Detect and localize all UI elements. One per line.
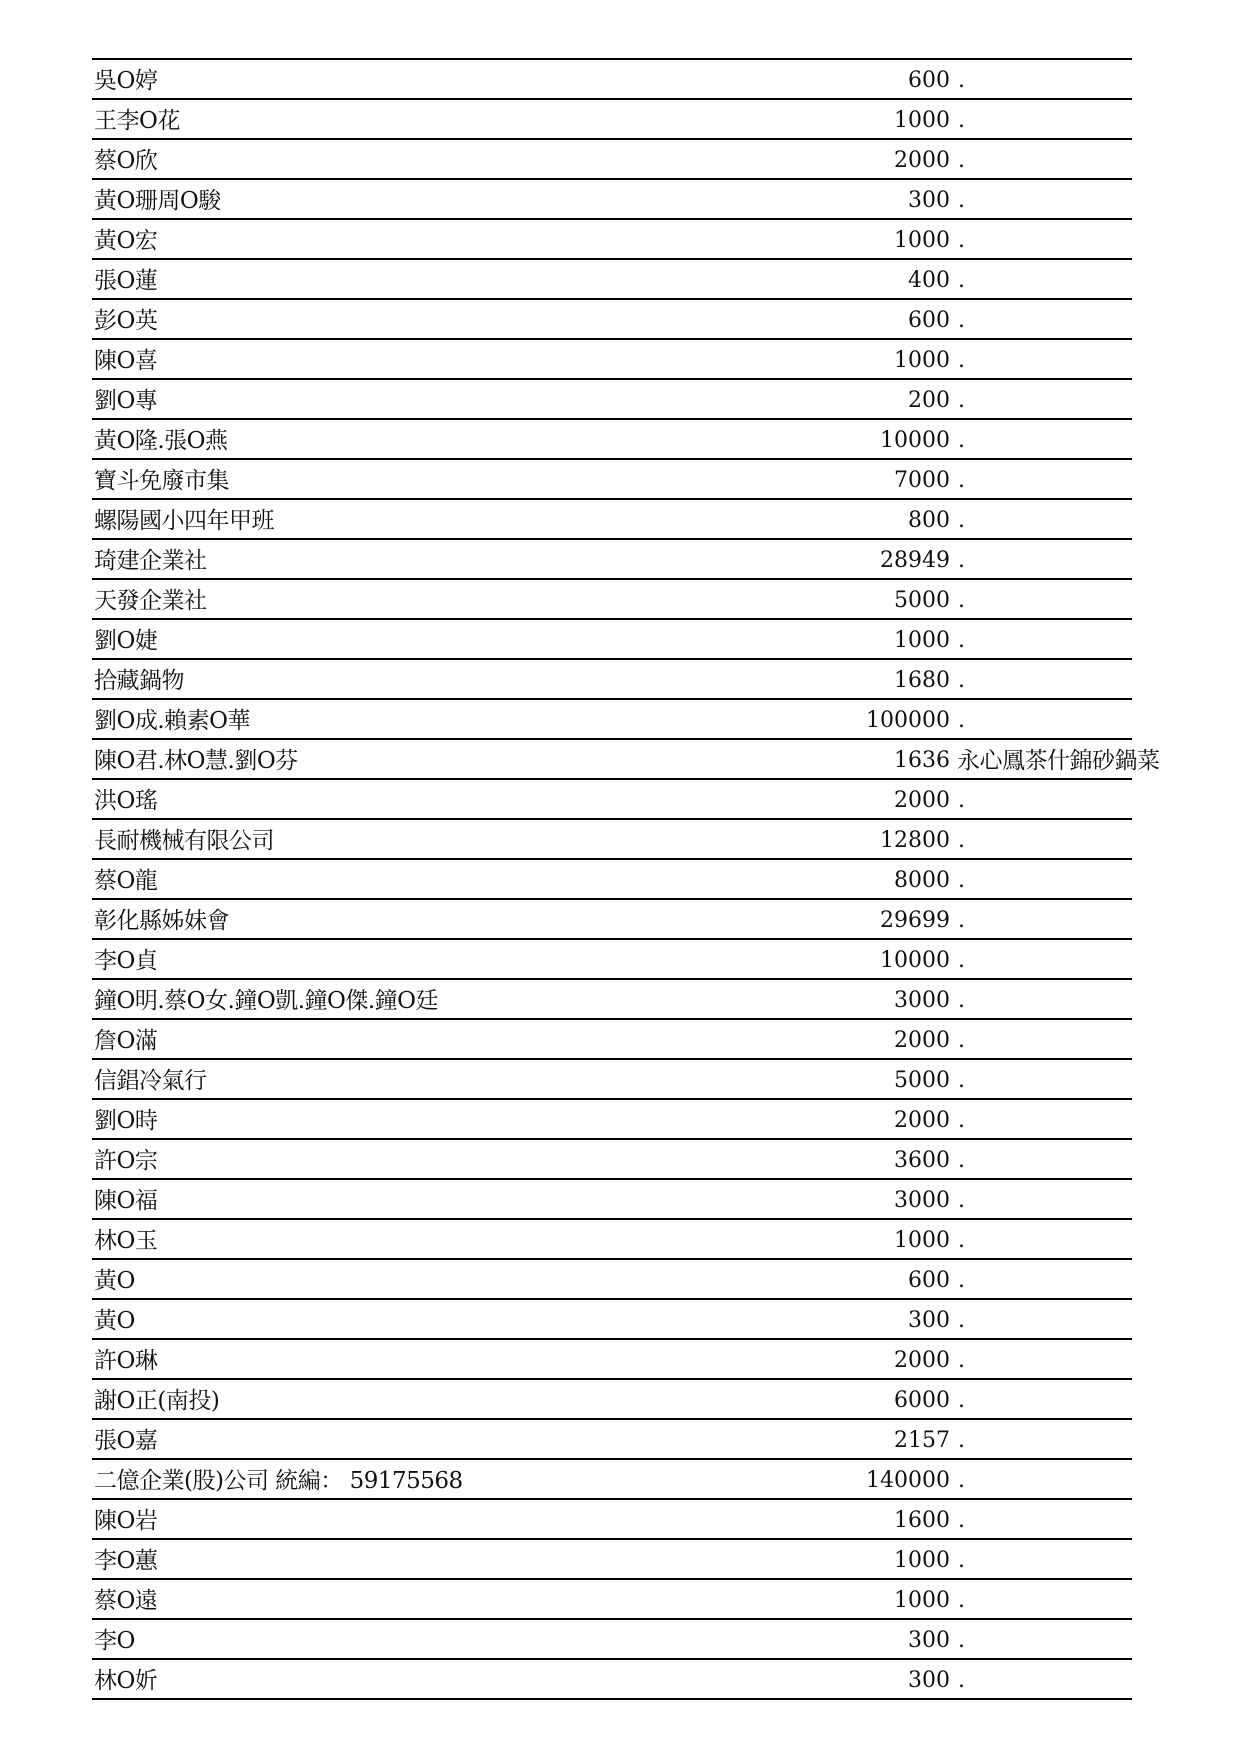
list-item xyxy=(92,1660,1132,1700)
amount-suffix: . xyxy=(958,548,965,573)
donation-amount: 1636 xyxy=(894,748,950,773)
donation-amount: 400 xyxy=(908,268,950,293)
amount-suffix: . xyxy=(958,1148,965,1173)
list-item xyxy=(92,300,1132,340)
donor-name: 彰化縣姊妹會 xyxy=(94,908,229,934)
list-item xyxy=(92,340,1132,380)
donation-amount: 1600 xyxy=(894,1508,950,1533)
list-item xyxy=(92,740,1160,780)
list-item xyxy=(92,1500,1132,1540)
list-item xyxy=(92,940,1132,980)
amount-suffix: . xyxy=(958,228,965,253)
amount-suffix: . xyxy=(958,1668,965,1693)
donation-amount: 2000 xyxy=(894,148,950,173)
amount-suffix: . xyxy=(958,1308,965,1333)
donor-name: 林O玉 xyxy=(94,1228,158,1254)
donation-note: 永心鳳茶什錦砂鍋菜 xyxy=(957,748,1160,774)
donation-amount: 1000 xyxy=(894,1588,950,1613)
list-item xyxy=(92,1300,1132,1340)
donor-name: 張O蓮 xyxy=(94,268,158,294)
donation-amount: 2000 xyxy=(894,788,950,813)
donation-amount: 1000 xyxy=(894,348,950,373)
amount-suffix: . xyxy=(958,908,965,933)
list-item xyxy=(92,780,1132,820)
donation-amount: 200 xyxy=(908,388,950,413)
list-item xyxy=(92,860,1132,900)
amount-suffix: . xyxy=(958,308,965,333)
list-item xyxy=(92,700,1132,740)
list-item xyxy=(92,100,1132,140)
amount-suffix: . xyxy=(958,148,965,173)
amount-suffix: . xyxy=(958,508,965,533)
amount-suffix: . xyxy=(958,708,965,733)
donation-amount: 8000 xyxy=(894,868,950,893)
donor-name: 拾藏鍋物 xyxy=(94,668,184,694)
donation-amount: 2000 xyxy=(894,1348,950,1373)
amount-suffix: . xyxy=(958,428,965,453)
donor-name: 二億企業(股)公司 統編： 59175568 xyxy=(94,1468,463,1494)
amount-suffix: . xyxy=(958,868,965,893)
list-item xyxy=(92,1620,1132,1660)
amount-suffix: . xyxy=(958,1588,965,1613)
amount-suffix: . xyxy=(958,1548,965,1573)
list-item xyxy=(92,580,1132,620)
list-item xyxy=(92,660,1132,700)
donation-amount: 6000 xyxy=(894,1388,950,1413)
donor-name: 陳O喜 xyxy=(94,348,158,374)
donor-name: 長耐機械有限公司 xyxy=(94,828,274,854)
list-item xyxy=(92,1100,1132,1140)
amount-suffix: . xyxy=(958,1068,965,1093)
donation-amount: 5000 xyxy=(894,1068,950,1093)
donation-amount: 29699 xyxy=(880,908,950,933)
list-item xyxy=(92,980,1132,1020)
list-item xyxy=(92,1580,1132,1620)
donor-name: 張O嘉 xyxy=(94,1428,158,1454)
donor-name: 洪O瑤 xyxy=(94,788,158,814)
donation-amount: 300 xyxy=(908,1628,950,1653)
list-item xyxy=(92,260,1132,300)
amount-suffix: . xyxy=(958,468,965,493)
amount-suffix: . xyxy=(958,1188,965,1213)
donor-name: 蔡O遠 xyxy=(94,1588,158,1614)
donation-amount: 3000 xyxy=(894,988,950,1013)
donor-name: 李O xyxy=(94,1628,135,1654)
list-item xyxy=(92,460,1132,500)
donation-amount: 5000 xyxy=(894,588,950,613)
donation-amount: 28949 xyxy=(880,548,950,573)
amount-suffix: . xyxy=(958,948,965,973)
list-item xyxy=(92,1060,1132,1100)
donation-amount: 3600 xyxy=(894,1148,950,1173)
amount-suffix: . xyxy=(958,628,965,653)
donor-name: 林O妡 xyxy=(94,1668,158,1694)
donation-amount: 1000 xyxy=(894,108,950,133)
amount-suffix: . xyxy=(958,1348,965,1373)
donor-name: 陳O君.林O慧.劉O芬 xyxy=(94,748,298,774)
donation-amount: 3000 xyxy=(894,1188,950,1213)
donation-amount: 10000 xyxy=(880,428,950,453)
list-item xyxy=(92,620,1132,660)
list-item xyxy=(92,500,1132,540)
donor-name: 螺陽國小四年甲班 xyxy=(94,508,274,534)
amount-suffix: . xyxy=(958,1508,965,1533)
list-item xyxy=(92,1460,1132,1500)
donation-amount: 10000 xyxy=(880,948,950,973)
donor-name: 謝O正(南投) xyxy=(94,1388,220,1414)
list-item xyxy=(92,1220,1132,1260)
donation-amount: 600 xyxy=(908,1268,950,1293)
list-item xyxy=(92,1380,1132,1420)
amount-suffix: . xyxy=(958,1468,965,1493)
list-item xyxy=(92,1540,1132,1580)
list-item xyxy=(92,420,1132,460)
list-item xyxy=(92,180,1132,220)
donation-amount: 12800 xyxy=(880,828,950,853)
donation-amount: 1680 xyxy=(894,668,950,693)
amount-suffix: . xyxy=(958,1108,965,1133)
donor-name: 信錩冷氣行 xyxy=(94,1068,207,1094)
donation-amount: 1000 xyxy=(894,1548,950,1573)
donation-amount: 100000 xyxy=(866,708,950,733)
donation-amount: 800 xyxy=(908,508,950,533)
donor-name: 寶斗免廢市集 xyxy=(94,468,229,494)
donor-name: 琦建企業社 xyxy=(94,548,207,574)
amount-suffix: . xyxy=(958,1028,965,1053)
donation-amount: 600 xyxy=(908,308,950,333)
amount-suffix: . xyxy=(958,268,965,293)
list-item xyxy=(92,1260,1132,1300)
list-item xyxy=(92,1420,1132,1460)
donor-name: 李O貞 xyxy=(94,948,158,974)
list-item xyxy=(92,140,1132,180)
donor-name: 彭O英 xyxy=(94,308,158,334)
donation-amount: 1000 xyxy=(894,228,950,253)
amount-suffix: . xyxy=(958,68,965,93)
donor-name: 劉O成.賴素O華 xyxy=(94,708,251,734)
donor-name: 天發企業社 xyxy=(94,588,207,614)
amount-suffix: . xyxy=(958,828,965,853)
donor-name: 黃O宏 xyxy=(94,228,158,254)
donor-name: 吳O婷 xyxy=(94,68,158,94)
donor-name: 許O琳 xyxy=(94,1348,158,1374)
donation-amount: 7000 xyxy=(894,468,950,493)
donation-amount: 600 xyxy=(908,68,950,93)
amount-suffix: . xyxy=(958,1628,965,1653)
amount-suffix: . xyxy=(958,188,965,213)
amount-suffix: . xyxy=(958,1268,965,1293)
donation-amount: 140000 xyxy=(866,1468,950,1493)
list-item xyxy=(92,1020,1132,1060)
donor-name: 蔡O欣 xyxy=(94,148,158,174)
amount-suffix: . xyxy=(958,1388,965,1413)
donor-name: 李O蕙 xyxy=(94,1548,158,1574)
donor-name: 王李O花 xyxy=(94,108,180,134)
list-item xyxy=(92,1140,1132,1180)
donor-name: 詹O滿 xyxy=(94,1028,158,1054)
donor-name: 陳O岩 xyxy=(94,1508,158,1534)
amount-suffix: . xyxy=(958,668,965,693)
donation-amount: 300 xyxy=(908,1668,950,1693)
list-item xyxy=(92,900,1132,940)
amount-suffix: . xyxy=(958,588,965,613)
donor-name: 鐘O明.蔡O女.鐘O凱.鐘O傑.鐘O廷 xyxy=(94,988,439,1014)
donor-name: 劉O時 xyxy=(94,1108,158,1134)
amount-suffix: . xyxy=(958,108,965,133)
donor-name: 劉O專 xyxy=(94,388,158,414)
donor-name: 黃O珊周O駿 xyxy=(94,188,221,214)
list-item xyxy=(92,1340,1132,1380)
donor-name: 黃O xyxy=(94,1308,135,1334)
list-item xyxy=(92,380,1132,420)
donation-amount: 2157 xyxy=(894,1428,950,1453)
donor-name: 黃O隆.張O燕 xyxy=(94,428,228,454)
donation-amount: 1000 xyxy=(894,628,950,653)
list-item xyxy=(92,540,1132,580)
donation-amount: 2000 xyxy=(894,1108,950,1133)
donor-name: 蔡O龍 xyxy=(94,868,158,894)
amount-suffix: . xyxy=(958,988,965,1013)
donor-name: 許O宗 xyxy=(94,1148,158,1174)
list-item xyxy=(92,820,1132,860)
donor-name: 陳O福 xyxy=(94,1188,158,1214)
donation-list xyxy=(92,58,1160,1700)
amount-suffix: . xyxy=(958,1228,965,1253)
amount-suffix: . xyxy=(958,788,965,813)
amount-suffix: . xyxy=(958,348,965,373)
donation-amount: 300 xyxy=(908,1308,950,1333)
donor-name: 黃O xyxy=(94,1268,135,1294)
amount-suffix: . xyxy=(958,1428,965,1453)
donor-name: 劉O婕 xyxy=(94,628,158,654)
donation-amount: 2000 xyxy=(894,1028,950,1053)
donation-amount: 1000 xyxy=(894,1228,950,1253)
amount-suffix: . xyxy=(958,388,965,413)
list-item xyxy=(92,60,1132,100)
donation-amount: 300 xyxy=(908,188,950,213)
list-item xyxy=(92,1180,1132,1220)
list-item xyxy=(92,220,1132,260)
